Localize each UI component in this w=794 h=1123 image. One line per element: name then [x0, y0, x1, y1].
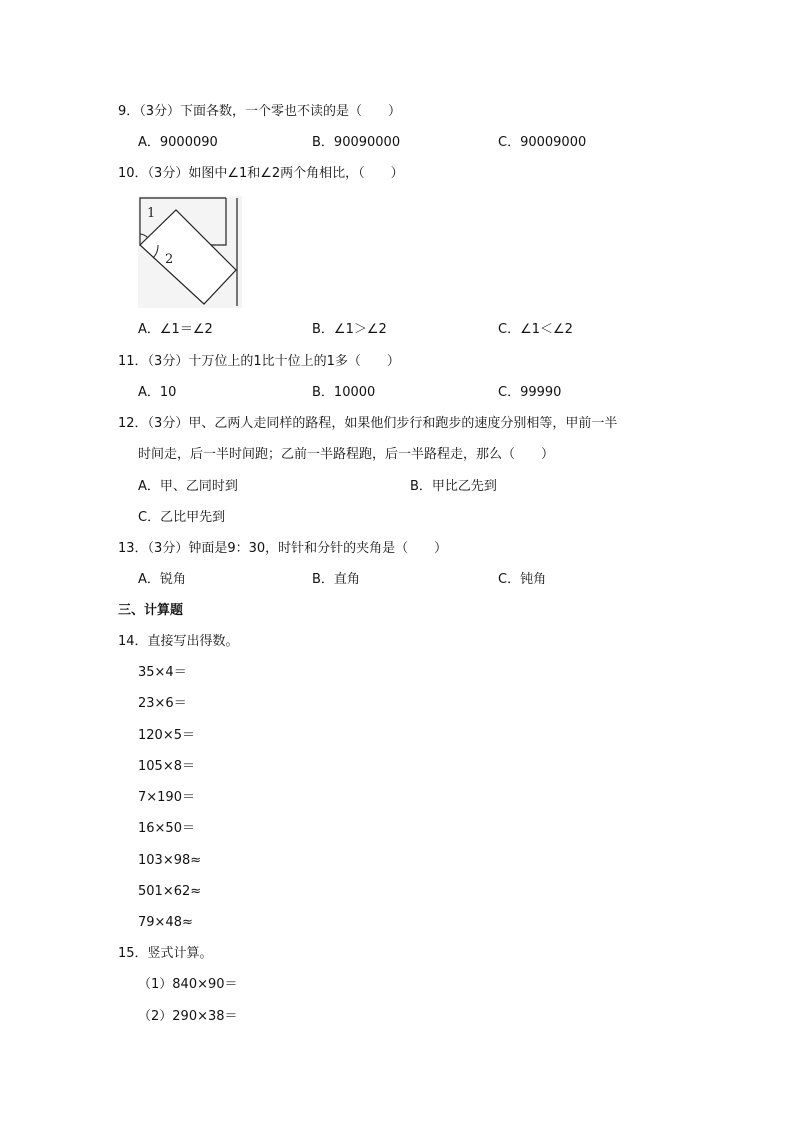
q14-item: 23×6＝ [138, 696, 187, 711]
q12-option-c: C．乙比甲先到 [138, 510, 226, 525]
q15-item: （1）840×90＝ [138, 977, 238, 992]
q14-item: 7×190＝ [138, 790, 195, 805]
q14-item: 105×8＝ [138, 759, 195, 774]
q11-option-b: B．10000 [312, 385, 376, 400]
q11-option-c: C．99990 [498, 385, 562, 400]
q14-item: 501×62≈ [138, 884, 202, 899]
q9-option-c: C．90009000 [498, 135, 587, 150]
q14-item: 79×48≈ [138, 915, 193, 930]
q13-stem: 13．（3分）钟面是9：30，时针和分针的夹角是（ ） [118, 541, 448, 556]
q9-stem: 9．（3分）下面各数，一个零也不读的是（ ） [118, 104, 402, 119]
q13-option-a: A．锐角 [138, 572, 186, 587]
q15-item: （2）290×38＝ [138, 1009, 238, 1024]
q10-option-c: C．∠1＜∠2 [498, 322, 573, 337]
angle-1-label: 1 [147, 206, 156, 221]
q10-stem: 10．（3分）如图中∠1和∠2两个角相比，（ ） [118, 166, 404, 181]
q11-stem: 11．（3分）十万位上的1比十位上的1多（ ） [118, 354, 400, 369]
q11-option-a: A．10 [138, 385, 177, 400]
angle-2-label: 2 [165, 252, 174, 267]
section-title: 三、计算题 [118, 603, 184, 618]
q14-item: 103×98≈ [138, 853, 202, 868]
q12-option-a: A．甲、乙同时到 [138, 479, 238, 494]
q15-stem: 15．竖式计算。 [118, 946, 213, 961]
q14-item: 120×5＝ [138, 728, 195, 743]
q12-stem-line2: 时间走，后一半时间跑；乙前一半路程跑，后一半路程走，那么（ ） [138, 447, 555, 462]
q14-item: 16×50＝ [138, 821, 195, 836]
q13-option-b: B．直角 [312, 572, 360, 587]
q10-option-a: A．∠1＝∠2 [138, 322, 213, 337]
q14-stem: 14．直接写出得数。 [118, 634, 239, 649]
q10-option-b: B．∠1＞∠2 [312, 322, 387, 337]
q9-option-b: B．90090000 [312, 135, 401, 150]
q12-option-b: B．甲比乙先到 [410, 479, 497, 494]
q9-option-a: A．9000090 [138, 135, 218, 150]
q12-stem-line1: 12．（3分）甲、乙两人走同样的路程，如果他们步行和跑步的速度分别相等，甲前一半 [118, 416, 618, 431]
angle-figure [138, 196, 242, 308]
q14-item: 35×4＝ [138, 665, 187, 680]
q13-option-c: C．钝角 [498, 572, 547, 587]
